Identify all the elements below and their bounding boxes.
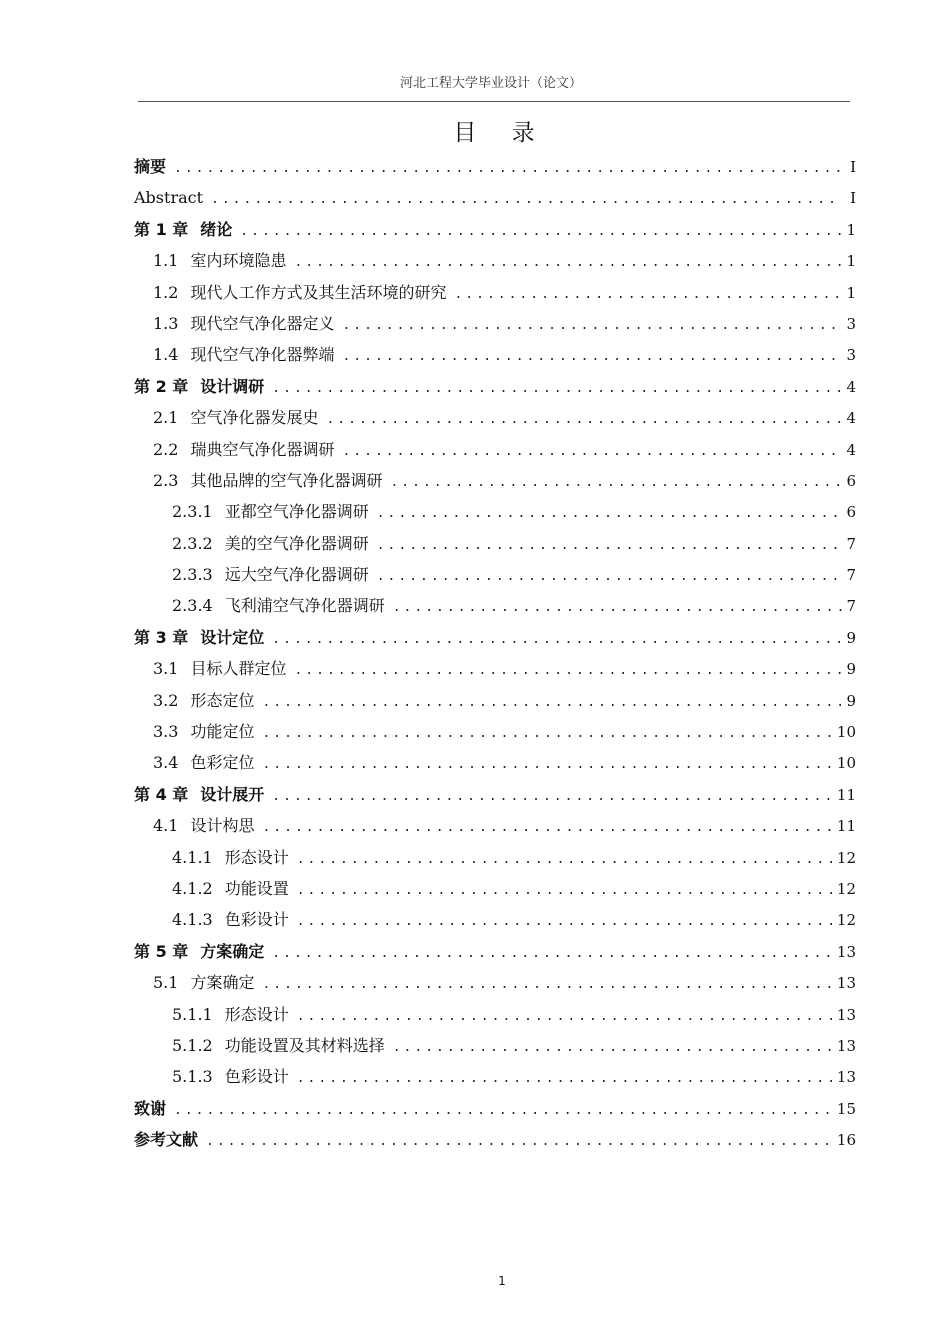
toc-entry[interactable] <box>134 904 856 935</box>
toc-entry-text: 目标人群定位 <box>190 659 287 679</box>
toc-entry-label <box>134 214 232 245</box>
toc-entry-page: 1 <box>846 252 856 271</box>
toc-dot-leader <box>377 498 842 529</box>
toc-entry-text: 室内环境隐患 <box>190 251 287 271</box>
toc-entry[interactable] <box>134 999 856 1030</box>
toc-entry-label <box>134 936 264 967</box>
toc-entry[interactable] <box>134 967 856 998</box>
toc-entry-text: 色彩设计 <box>224 1067 289 1087</box>
toc-entry-text: 瑞典空气净化器调研 <box>190 439 335 459</box>
toc-entry-label <box>172 496 369 527</box>
toc-entry-text: 设计调研 <box>200 376 265 396</box>
toc-entry-text: 方案确定 <box>200 941 265 961</box>
toc-entry-text: 绪论 <box>200 219 233 239</box>
toc-entry-number: 第 3 章 <box>134 627 189 647</box>
toc-entry-text: 设计构思 <box>190 816 255 836</box>
toc-entry[interactable] <box>134 1030 856 1061</box>
toc-entry[interactable] <box>134 339 856 370</box>
toc-entry-text: 色彩定位 <box>190 753 255 773</box>
toc-dot-leader <box>262 687 842 718</box>
toc-entry-text: 现代人工作方式及其生活环境的研究 <box>190 282 447 302</box>
toc-entry-page: 3 <box>846 346 856 365</box>
toc-entry-number: 2.3 <box>153 470 179 490</box>
toc-entry-page: 7 <box>846 534 856 553</box>
toc-entry[interactable] <box>134 434 856 465</box>
toc-entry-text: 美的空气净化器调研 <box>224 533 369 553</box>
toc-entry-label <box>172 1030 385 1061</box>
toc-entry-text: 参考文献 <box>134 1130 199 1150</box>
toc-entry-page: 11 <box>836 785 856 804</box>
toc-entry-number: 4.1.3 <box>172 910 213 930</box>
toc-entry[interactable] <box>134 371 856 402</box>
toc-dot-leader <box>262 749 832 780</box>
toc-entry-page: 13 <box>836 1068 856 1087</box>
toc-dot-leader <box>272 373 842 404</box>
toc-entry[interactable] <box>134 622 856 653</box>
toc-entry[interactable] <box>134 214 856 245</box>
toc-dot-leader <box>390 467 842 498</box>
toc-entry[interactable] <box>134 1124 856 1155</box>
toc-entry-page: 4 <box>846 409 856 428</box>
toc-list <box>134 151 856 1156</box>
toc-entry-number: 2.3.3 <box>172 565 213 585</box>
toc-entry[interactable] <box>134 716 856 747</box>
toc-entry[interactable] <box>134 779 856 810</box>
toc-entry-label <box>153 434 334 465</box>
toc-entry-label <box>172 559 369 590</box>
toc-entry-number: 2.2 <box>153 439 179 459</box>
toc-entry-text: 飞利浦空气净化器调研 <box>224 596 385 616</box>
toc-entry-label <box>153 747 254 778</box>
toc-entry-text: 现代空气净化器弊端 <box>190 345 335 365</box>
toc-dot-leader <box>240 216 842 247</box>
toc-entry-page: 1 <box>846 220 856 239</box>
toc-entry-label <box>172 1061 289 1092</box>
toc-entry-text: 其他品牌的空气净化器调研 <box>190 470 383 490</box>
toc-entry-page: 6 <box>846 503 856 522</box>
toc-entry-number: 5.1.1 <box>172 1004 213 1024</box>
toc-entry-label <box>134 182 203 213</box>
toc-entry-label <box>134 371 264 402</box>
toc-entry-page: 6 <box>846 471 856 490</box>
toc-entry[interactable] <box>134 590 856 621</box>
toc-dot-leader <box>294 655 842 686</box>
toc-entry-page: 4 <box>846 440 856 459</box>
toc-dot-leader <box>174 153 842 184</box>
toc-dot-leader <box>262 812 832 843</box>
toc-entry-label <box>153 810 254 841</box>
toc-dot-leader <box>272 781 833 812</box>
toc-entry-number: 5.1.3 <box>172 1067 213 1087</box>
toc-entry-label <box>153 716 254 747</box>
toc-entry[interactable] <box>134 936 856 967</box>
toc-entry-label <box>153 465 382 496</box>
toc-dot-leader <box>393 1032 833 1063</box>
toc-entry-page: 9 <box>846 691 856 710</box>
toc-entry-page: I <box>850 189 856 208</box>
toc-entry-label <box>134 1093 166 1124</box>
toc-entry[interactable] <box>134 842 856 873</box>
toc-entry-text: 摘要 <box>134 157 167 176</box>
toc-entry-label <box>172 528 369 559</box>
toc-dot-leader <box>272 938 833 969</box>
toc-entry-page: 13 <box>836 1005 856 1024</box>
header-rule <box>138 101 850 102</box>
toc-entry-number: 4.1.2 <box>172 878 213 898</box>
toc-entry-text: 致谢 <box>134 1098 167 1118</box>
toc-dot-leader <box>297 875 833 906</box>
toc-entry[interactable] <box>134 151 856 182</box>
toc-entry[interactable] <box>134 245 856 276</box>
toc-entry-text: 色彩设计 <box>224 910 289 930</box>
toc-entry-label <box>153 685 254 716</box>
toc-entry-page: 12 <box>836 848 856 867</box>
toc-entry-number: 5.1.2 <box>172 1035 213 1055</box>
toc-dot-leader <box>294 247 842 278</box>
toc-entry-page: 13 <box>836 1036 856 1055</box>
toc-dot-leader <box>342 341 842 372</box>
toc-entry-label <box>172 999 289 1030</box>
toc-entry-number: 2.3.2 <box>172 533 213 553</box>
toc-dot-leader <box>272 624 842 655</box>
toc-entry-text: 设计展开 <box>200 784 265 804</box>
toc-entry-number: 1.2 <box>153 282 179 302</box>
toc-entry-label <box>153 402 318 433</box>
toc-entry[interactable] <box>134 747 856 778</box>
toc-entry[interactable] <box>134 465 856 496</box>
toc-dot-leader <box>297 906 833 937</box>
toc-dot-leader <box>377 530 842 561</box>
toc-dot-leader <box>342 310 842 341</box>
toc-entry-text: 空气净化器发展史 <box>190 408 319 428</box>
toc-dot-leader <box>174 1095 833 1126</box>
toc-entry-number: 1.4 <box>153 345 179 365</box>
toc-dot-leader <box>377 561 842 592</box>
toc-dot-leader <box>262 969 832 1000</box>
toc-entry-page: 12 <box>836 879 856 898</box>
toc-entry-page: 4 <box>846 377 856 396</box>
toc-entry[interactable] <box>134 873 856 904</box>
toc-entry-text: 功能定位 <box>190 722 255 742</box>
toc-entry[interactable] <box>134 496 856 527</box>
toc-entry-label <box>172 842 289 873</box>
toc-entry-number: 第 2 章 <box>134 376 189 396</box>
toc-entry-text: 功能设置 <box>224 878 289 898</box>
toc-entry-page: 10 <box>836 723 856 742</box>
toc-dot-leader <box>393 592 842 623</box>
toc-entry[interactable] <box>134 559 856 590</box>
toc-entry-page: 7 <box>846 566 856 585</box>
toc-entry-number: 1.1 <box>153 251 179 271</box>
toc-entry-label <box>134 151 166 182</box>
toc-entry-label <box>153 245 286 276</box>
toc-entry-number: 3.2 <box>153 690 179 710</box>
toc-entry-page: 16 <box>836 1131 856 1150</box>
toc-entry-page: 1 <box>846 283 856 302</box>
toc-entry-number: 4.1.1 <box>172 847 213 867</box>
toc-entry-label <box>172 873 289 904</box>
toc-entry-page: 9 <box>846 660 856 679</box>
toc-entry-page: I <box>850 158 856 176</box>
toc-entry-number: 第 4 章 <box>134 784 189 804</box>
toc-entry-page: 11 <box>836 817 856 836</box>
toc-entry-number: 2.3.1 <box>172 502 213 522</box>
toc-entry-number: 1.3 <box>153 313 179 333</box>
toc-entry-text: Abstract <box>134 188 204 208</box>
toc-entry-label <box>153 339 334 370</box>
toc-entry[interactable] <box>134 1061 856 1092</box>
toc-entry-text: 现代空气净化器定义 <box>190 313 335 333</box>
toc-entry-label <box>153 967 254 998</box>
toc-entry-text: 亚都空气净化器调研 <box>224 502 369 522</box>
toc-entry-page: 10 <box>836 754 856 773</box>
toc-entry-number: 3.4 <box>153 753 179 773</box>
toc-entry[interactable] <box>134 277 856 308</box>
toc-entry[interactable] <box>134 308 856 339</box>
toc-entry-label <box>153 653 286 684</box>
toc-entry-page: 9 <box>846 628 856 647</box>
toc-entry-label <box>134 779 264 810</box>
toc-entry-number: 3.3 <box>153 722 179 742</box>
toc-entry-number: 5.1 <box>153 973 179 993</box>
toc-entry-label <box>172 904 289 935</box>
toc-entry[interactable] <box>134 182 856 213</box>
toc-entry-number: 3.1 <box>153 659 179 679</box>
toc-entry-number: 2.3.4 <box>172 596 213 616</box>
toc-dot-leader <box>262 718 832 749</box>
toc-entry-text: 形态设计 <box>224 1004 289 1024</box>
toc-entry-text: 方案确定 <box>190 973 255 993</box>
toc-entry[interactable] <box>134 528 856 559</box>
toc-dot-leader <box>297 844 833 875</box>
toc-title: 目 录 <box>453 120 549 146</box>
toc-entry-number: 4.1 <box>153 816 179 836</box>
toc-entry[interactable] <box>134 685 856 716</box>
toc-entry-label <box>153 277 446 308</box>
toc-dot-leader <box>454 279 842 310</box>
toc-entry-text: 功能设置及其材料选择 <box>224 1035 385 1055</box>
toc-dot-leader <box>342 436 842 467</box>
page-number: 1 <box>498 1274 506 1288</box>
toc-entry-page: 3 <box>846 314 856 333</box>
running-header: 河北工程大学毕业设计（论文） <box>400 76 583 91</box>
toc-dot-leader <box>211 184 842 215</box>
toc-dot-leader <box>326 404 842 435</box>
toc-entry-text: 远大空气净化器调研 <box>224 565 369 585</box>
toc-entry-label <box>134 1124 198 1155</box>
toc-dot-leader <box>297 1001 833 1032</box>
toc-entry-text: 形态定位 <box>190 690 255 710</box>
toc-entry-text: 形态设计 <box>224 847 289 867</box>
toc-entry[interactable] <box>134 810 856 841</box>
toc-entry-number: 2.1 <box>153 408 179 428</box>
toc-entry-page: 13 <box>836 974 856 993</box>
toc-entry-page: 12 <box>836 911 856 930</box>
toc-entry-page: 15 <box>836 1099 856 1118</box>
toc-entry-text: 设计定位 <box>200 627 265 647</box>
toc-entry[interactable] <box>134 402 856 433</box>
toc-dot-leader <box>297 1063 833 1094</box>
toc-entry-page: 7 <box>846 597 856 616</box>
toc-entry-label <box>153 308 334 339</box>
toc-dot-leader <box>206 1126 833 1157</box>
toc-entry[interactable] <box>134 1093 856 1124</box>
toc-entry-page: 13 <box>836 942 856 961</box>
toc-entry-number: 第 5 章 <box>134 941 189 961</box>
toc-entry-label <box>172 590 385 621</box>
toc-entry-label <box>134 622 264 653</box>
toc-entry[interactable] <box>134 653 856 684</box>
toc-entry-number: 第 1 章 <box>134 219 189 239</box>
